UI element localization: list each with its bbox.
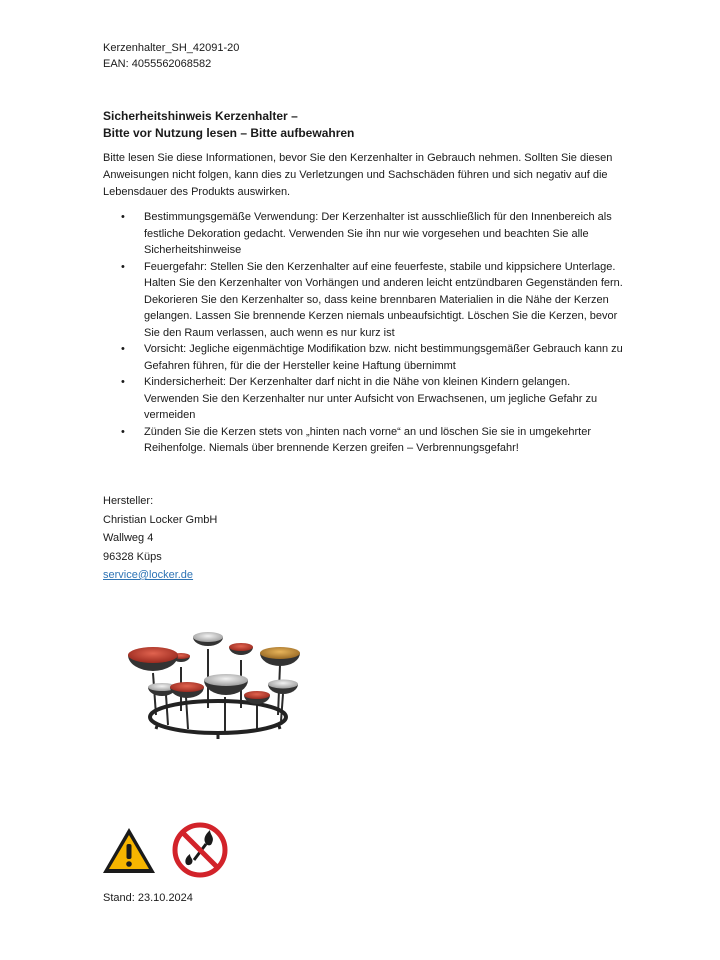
manufacturer-label: Hersteller: — [103, 495, 154, 507]
manufacturer-street: Wallweg 4 — [103, 532, 154, 544]
document-meta — [103, 40, 239, 72]
document-heading — [103, 108, 354, 142]
bullet-text: Vorsicht: Jegliche eigenmächtige Modifikation bzw. nicht bestimmungsgemäßer Gebrauch kann zu Gefahren führen, für die der Hersteller keine Haftung übernimmt — [144, 343, 623, 372]
heading-line-1: Sicherheitshinweis Kerzenhalter – — [103, 109, 298, 123]
bullet-glyph: • — [121, 343, 125, 355]
bullet-intended-use — [103, 209, 623, 259]
bullet-lighting-order — [103, 424, 623, 457]
safety-bullet-list — [103, 209, 623, 457]
article-number: Kerzenhalter_SH_42091-20 — [103, 42, 240, 54]
ean-code: EAN: 4055562068582 — [103, 58, 212, 70]
manufacturer-city: 96328 Küps — [103, 550, 162, 563]
candle-holder-image — [118, 615, 318, 740]
bullet-glyph: • — [121, 425, 125, 438]
document-date: Stand: 23.10.2024 — [103, 892, 193, 904]
bullet-text: Feuergefahr: Stellen Sie den Kerzenhalter auf eine feuerfeste, stabile und kippsichere Unterlage. Halten Sie den Kerzenhalter von Vorhängen und anderen leicht entzündbaren Gegenständen fern. Dekorieren Sie den Kerzenhalter so, dass keine brennbaren Materialien in die Nähe der Kerzen gelangen. Lassen Sie brennende Kerzen niemals unbeaufsichtigt. Löschen Sie die Kerzen, bevor Sie den Raum verlassen, auch wenn es nur kurz ist — [144, 260, 623, 339]
intro-paragraph: Bitte lesen Sie diese Informationen, bevor Sie den Kerzenhalter in Gebrauch nehmen. Sollten Sie diesen Anweisungen nicht folgen, kann dies zu Verletzungen und Sachschäden führen und sich negativ auf die Lebensdauer des Produkts auswirken. — [103, 152, 613, 198]
bullet-caution — [103, 341, 623, 374]
warning-triangle-icon — [101, 826, 157, 876]
manufacturer-email-link[interactable]: service@locker.de — [103, 569, 194, 581]
bullet-glyph: • — [121, 211, 125, 223]
manufacturer-company: Christian Locker GmbH — [103, 513, 218, 526]
bullet-text: Bestimmungsgemäße Verwendung: Der Kerzenhalter ist ausschließlich für den Innenbereich als festliche Dekoration gedacht. Verwenden Sie ihn nur wie vorgesehen und beachten Sie alle Sicherheitshinweise — [144, 211, 612, 256]
bullet-glyph: • — [121, 376, 125, 388]
bullet-fire-hazard — [103, 259, 623, 342]
bullet-text: Kindersicherheit: Der Kerzenhalter darf nicht in die Nähe von kleinen Kindern gelangen. Verwenden Sie den Kerzenhalter nur unter Aufsicht von Erwachsenen, um jegliche Gefahr zu vermeiden — [144, 376, 598, 421]
no-open-flame-icon — [172, 822, 228, 878]
manufacturer-block — [103, 492, 217, 585]
bullet-glyph: • — [121, 260, 125, 273]
heading-line-2: Bitte vor Nutzung lesen – Bitte aufbewahren — [103, 126, 355, 140]
bullet-text: Zünden Sie die Kerzen stets von „hinten nach vorne“ an und löschen Sie sie in umgekehrter Reihenfolge. Niemals über brennende Kerzen greifen – Verbrennungsgefahr! — [144, 425, 591, 454]
bullet-child-safety — [103, 374, 623, 424]
